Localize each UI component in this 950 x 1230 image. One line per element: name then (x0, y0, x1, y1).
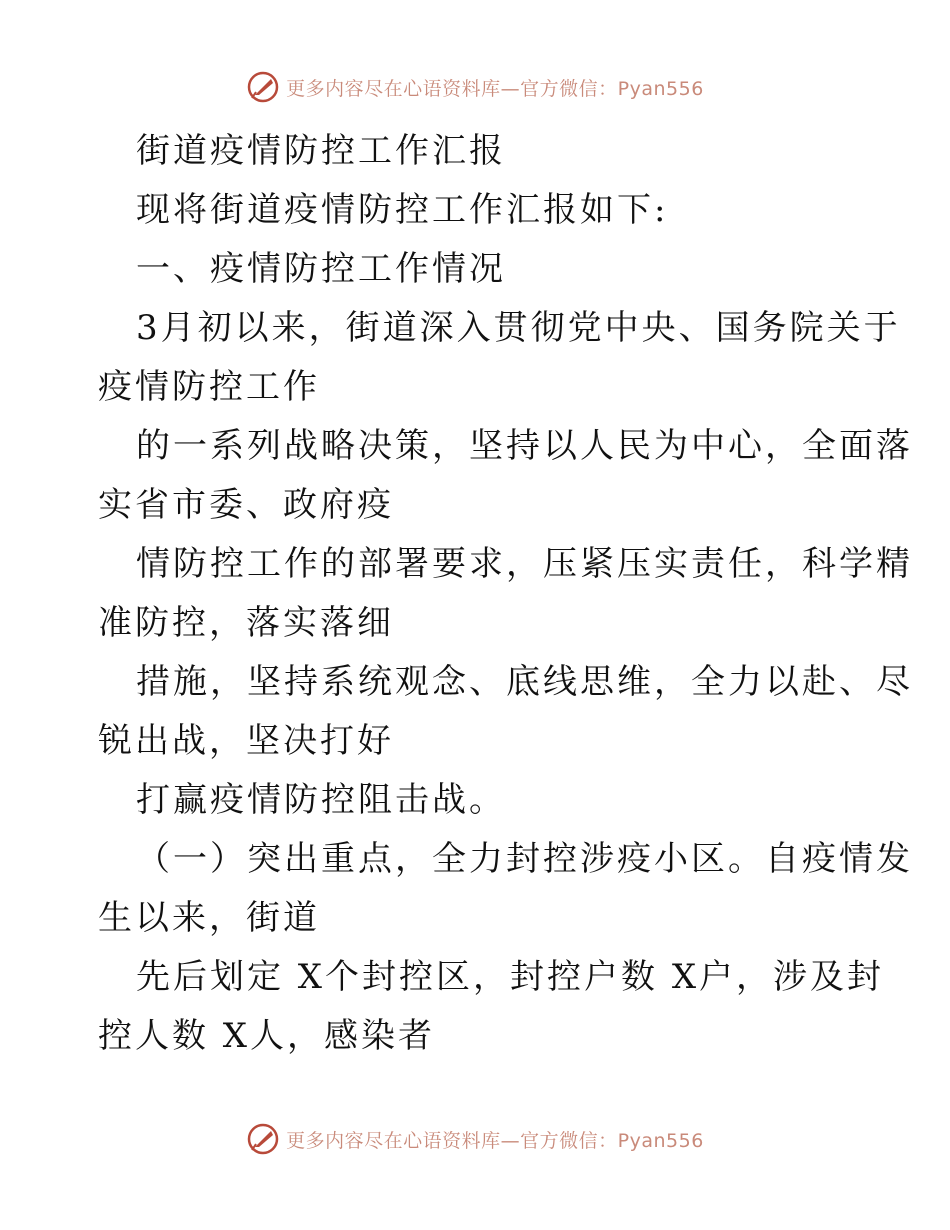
text-line: 锐出战，坚决打好 (98, 721, 394, 761)
text-line: 现将街道疫情防控工作汇报如下: (136, 190, 669, 230)
watermark-text: 更多内容尽在心语资料库—官方微信：Pyan556 (286, 77, 704, 100)
watermark-text: 更多内容尽在心语资料库—官方微信：Pyan556 (286, 1129, 704, 1152)
text-line: 准防控，落实落细 (98, 603, 394, 643)
text-line: 疫情防控工作 (98, 367, 320, 407)
text-line: 街道疫情防控工作汇报 (136, 131, 506, 171)
document-body (98, 122, 913, 1066)
text-line: 3月初以来，街道深入贯彻党中央、国务院关于 (136, 308, 901, 348)
text-line: 先后划定 X个封控区，封控户数 X户，涉及封 (136, 957, 885, 997)
footer-watermark (0, 1122, 950, 1156)
text-line: 措施，坚持系统观念、底线思维，全力以赴、尽 (136, 662, 913, 702)
text-line: （一）突出重点，全力封控涉疫小区。自疫情发 (136, 839, 913, 879)
text-line: 控人数 X人，感染者 (98, 1016, 436, 1056)
text-line: 实省市委、政府疫 (98, 485, 394, 525)
text-line: 打赢疫情防控阻击战。 (136, 780, 506, 820)
header-watermark (0, 70, 950, 104)
text-line: 一、疫情防控工作情况 (136, 249, 506, 289)
feather-pen-icon (246, 70, 280, 104)
feather-pen-icon (246, 1122, 280, 1156)
text-line: 的一系列战略决策，坚持以人民为中心，全面落 (136, 426, 913, 466)
text-line: 生以来，街道 (98, 898, 320, 938)
text-line: 情防控工作的部署要求，压紧压实责任，科学精 (136, 544, 913, 584)
